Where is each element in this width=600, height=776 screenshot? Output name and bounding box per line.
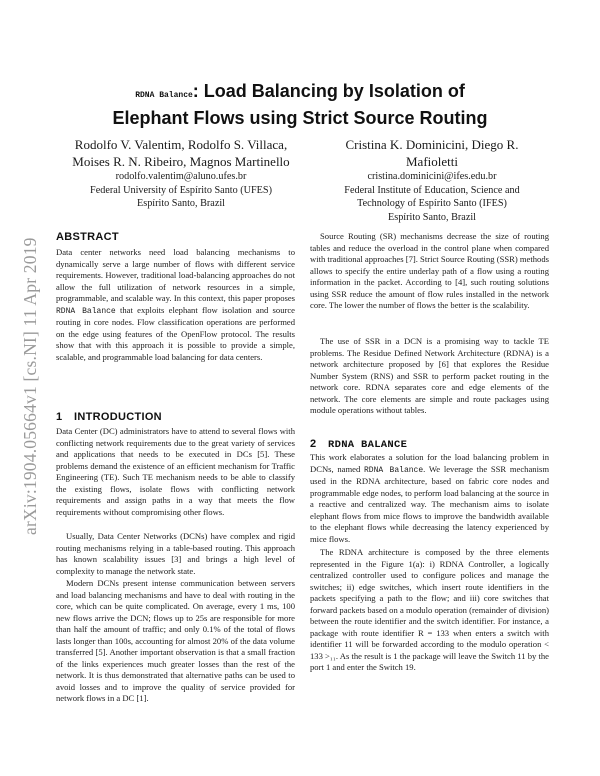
section-2-number: 2 — [310, 438, 317, 450]
author-block-1 — [66, 137, 296, 211]
abstract-mono: RDNA Balance — [56, 306, 116, 316]
section-1-paragraph-3: Modern DCNs present intense communication between servers and load balancing mechanisms and have to deal with routing in the core, which can be quite complicated. On average, every 1 ms, 100 new flows arrive the DCN; flows up to 25s are responsible for more than half the amount of traffic; and only 0.1% of the total of flows lasts longer than 100s, accounting for almost 20% of the data volume transferred [5]. Another important observation is that a small fraction of the links experiences much greater losses than the rest of the network. It is thus demonstrated that alternative paths can be used to avoid losses and to improve the quality of service provided for network flows in a DC [1]. — [56, 578, 295, 704]
author-email-2: cristina.dominicini@ifes.edu.br — [367, 171, 497, 182]
author-location-1: Espírito Santo, Brazil — [137, 198, 225, 209]
abstract-paragraph — [56, 247, 295, 363]
section-1-title: INTRODUCTION — [74, 411, 162, 423]
author-block-2 — [322, 137, 542, 224]
author-location-2: Espírito Santo, Brazil — [388, 211, 476, 223]
section-2-title: RDNA BALANCE — [328, 439, 408, 451]
section-1-paragraph-2: Usually, Data Center Networks (DCNs) have complex and rigid routing mechanisms relying in a table-based routing. This approach has known scalability issues [3] and brings a high level of complexity to manage the network state. — [56, 531, 295, 576]
section-1-number: 1 — [56, 411, 63, 423]
author-names-1: Rodolfo V. Valentim, Rodolfo S. Villaca, Moises R. N. Ribeiro, Magnos Martinello — [72, 137, 290, 169]
abstract-text-rest: that exploits elephant flow isolation and source routing in core nodes. Flow classification operations are performed on the edge using features of the OpenFlow protocol. The results show that with this approach it is possible to provide a simple, scalable, and programmable load balancing for data centers. — [56, 304, 295, 362]
col2-paragraph-2: The use of SSR in a DCN is a promising way to tackle TE problems. The Residue Defined Network Architecture (RDNA) is a network architecture proposed by [6] that explores the Residue Number System (RNS) and SSR to perform packet routing in the network core. RDNA separates core and edge elements of the network. The core elements are simple and route packages using module operations without tables. — [310, 336, 549, 416]
section-2-paragraph-2: The RDNA architecture is composed by the three elements represented in the Figure 1(a): i) RDNA Controller, a logically centralized controller used to configure polices and manage the switches; ii) edge switches, which insert route identifiers in the packets specifying a path to the flow; and iii) core switches that forward packets based on a modulo operation (remainder of division) between the route identifier and the switch identifier. For instance, a package with route identifier R = 133 when enters a switch with identifier 11 will be forwarded according to the modulo operation < 133 >₁₁. As the result is 1 the package will leave the Switch 11 by the port 1 and enter the Switch 19. — [310, 547, 549, 673]
title-line1: : Load Balancing by Isolation of — [192, 81, 465, 101]
paper-title — [60, 80, 540, 130]
section-2-mono: RDNA Balance — [363, 465, 424, 475]
author-names-2: Cristina K. Dominicini, Diego R. Mafioletti — [345, 137, 519, 169]
abstract-text: Data center networks need load balancing mechanisms to dynamically serve a large number of flows with different service requirements. However, traditional load-balancing approaches do not allow the full utilization of network resources in a simple, programmable, and scalable way. In this context, this paper proposes — [56, 247, 295, 304]
author-email-1: rodolfo.valentim@aluno.ufes.br — [115, 171, 247, 182]
arxiv-stamp: arXiv:1904.05664v1 [cs.NI] 11 Apr 2019 — [20, 237, 40, 535]
section-1-paragraph-1: Data Center (DC) administrators have to attend to several flows with conflicting network requirements due to the great variety of services and applications that needs to be executed in DCs [5]. These problems demand the existence of an efficient mechanism for Traffic Engineering (TE). Such TE mechanism needs to be able to classify the existing flows, isolate flows with conflicting network requirements and assign paths in a way that meets the flow requirements without compromising other flows. — [56, 426, 295, 517]
section-2-text-rest: . We leverage the SSR mechanism used in the RDNA architecture, based on fabric core nodes and programmable edge nodes, to perform load balancing at the source in a reactive and centralized way. The mechanism aims to isolate elephant flows from mice flows to improve the bandwidth available to the elephant flows while decreasing the latency experienced by mice flows. — [310, 463, 550, 544]
section-1-heading — [56, 411, 295, 423]
abstract-heading: ABSTRACT — [56, 231, 119, 243]
col2-paragraph-1: Source Routing (SR) mechanisms decrease the size of routing tables and reduce the overload in the control plane when compared with traditional approaches [7]. Strict Source Routing (SSR) methods allows to specify the entire underlay path of a flow using a routing information in the packet. According to [4], such routing solutions using SSR reduce the amount of flow rules installed in the network core. The lower the number of flows the better is the scalability. — [310, 231, 549, 311]
title-mono-part: RDNA Balance — [135, 91, 193, 100]
section-2-text: This work elaborates a solution for the load balancing problem in DCNs, named — [310, 452, 549, 474]
section-2-heading — [310, 438, 549, 451]
author-institution-1: Federal University of Espírito Santo (UFES) — [90, 184, 272, 196]
author-institution-2: Federal Institute of Education, Science and Technology of Espírito Santo (IFES) — [344, 184, 520, 209]
title-line2: Elephant Flows using Strict Source Routing — [112, 108, 488, 128]
section-2-paragraph-1 — [310, 452, 549, 545]
